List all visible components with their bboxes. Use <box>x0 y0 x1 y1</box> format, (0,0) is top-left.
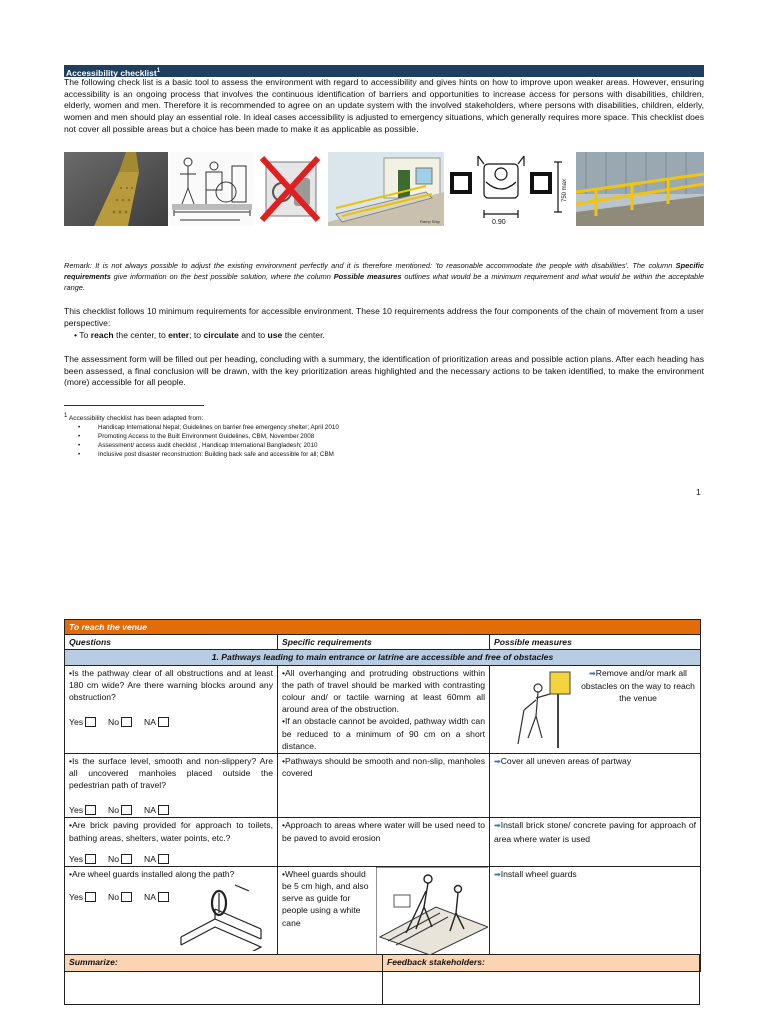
footnote-item: • Inclusive post disaster reconstruction: Building back safe and accessible for all; CBM <box>78 450 339 459</box>
table-row <box>65 754 701 818</box>
table-header-row <box>65 635 701 650</box>
measure-cell: ➡Install wheel guards <box>490 866 701 954</box>
obstacle-sign-illustration <box>514 670 574 748</box>
answer-options: Yes No NA <box>69 715 273 728</box>
handrail-photo <box>576 152 704 226</box>
measure-cell: ➡Install brick stone/ concrete paving for approach of area where water is used <box>490 818 701 866</box>
answer-options: Yes No NA <box>69 890 273 903</box>
no-checkbox[interactable] <box>121 892 132 902</box>
no-checkbox[interactable] <box>121 854 132 864</box>
wheelchair-width-drawing <box>170 152 254 226</box>
arrow-icon: ➡ <box>494 757 501 767</box>
column-header-questions: Questions <box>65 635 278 650</box>
checklist-title-banner <box>64 65 704 77</box>
section-title: 1. Pathways leading to main entrance or latrine are accessible and free of obstacles <box>65 650 701 665</box>
footnote-ref: 1 <box>156 68 161 74</box>
na-checkbox[interactable] <box>158 854 169 864</box>
summarize-field[interactable] <box>65 955 383 1004</box>
question-cell: •Are wheel guards installed along the path? Yes No NA <box>65 866 278 954</box>
arrow-icon: ➡ <box>494 869 501 879</box>
requirement-cell: •All overhanging and protruding obstructions within the path of travel should be marked with contrasting colour and/ or tactile warning at least 60mm all around area of the obstruction. •If an obstacle cannot be avoided, pathway width can be reduced to a minimum of 90 cm on a short distance. <box>278 665 490 753</box>
yes-checkbox[interactable] <box>85 805 96 815</box>
summary-feedback-block <box>64 955 700 1005</box>
movement-chain-bullet: • To reach the center, to enter; to circulate and to use the center. <box>74 330 325 340</box>
remark-paragraph: Remark: It is not always possible to adjust the existing environment perfectly and it is therefore mentioned: 'to reasonable accommodate the people with disabilities'. The column Specific requirements give information on the best possible solution, where the column Possible measures outlines what would be a minimum requirement and what would be within the acceptable range. <box>64 261 704 293</box>
checklist-title: Accessibility checklist <box>66 67 157 78</box>
requirement-cell: •Wheel guards should be 5 cm high, and also serve as guide for people using a white cane <box>278 866 490 954</box>
answer-options: Yes No NA <box>69 852 273 865</box>
question-cell: •Is the surface level, smooth and non-slippery? Are all uncovered manholes placed outside the pedestrian path of travel? Yes No NA <box>65 754 278 818</box>
table-title: To reach the venue <box>65 620 701 635</box>
height-label: 750 max <box>562 178 568 202</box>
width-label: 0.90 <box>492 219 506 226</box>
footnote-item: • Promoting Access to the Built Environment Guidelines, CBM, November 2008 <box>78 432 339 441</box>
table-title-row <box>65 620 701 635</box>
wheelchair-top-view-drawing <box>448 152 574 226</box>
na-checkbox[interactable] <box>158 805 169 815</box>
summarize-label: Summarize: <box>69 957 118 967</box>
footnote-list <box>78 423 339 459</box>
arrow-icon: ➡ <box>494 821 501 831</box>
requirement-cell: •Pathways should be smooth and non-slip, manholes covered <box>278 754 490 818</box>
requirement-cell: •Approach to areas where water will be used need to be paved to avoid erosion <box>278 818 490 866</box>
photo-strip <box>64 152 704 226</box>
reach-venue-checklist-table <box>64 619 701 972</box>
table-row <box>65 866 701 954</box>
na-checkbox[interactable] <box>158 717 169 727</box>
guide-path-illustration <box>376 867 488 955</box>
na-checkbox[interactable] <box>158 892 169 902</box>
intro-paragraph: The following check list is a basic tool to assess the environment with regard to accessibility and gives hints on how to improve upon weaker areas. However, ensuring accessibility is an ongoing process that involves the continuous identification of barriers and opportunities to increase access for persons with disabilities, children, elderly, women and men. Therefore it is recommended to agree on an update system with the involved stakeholders, where persons with disabilities, children, elderly, women and men should play an essential role. In ideal cases accessibility is adjusted to emergency situations, which generally requires more space. This checklist does not cover all possible areas but a choice has been made to make it as applicable as possible. <box>64 77 704 134</box>
section-row <box>65 650 701 665</box>
question-cell: •Are brick paving provided for approach to toilets, bathing areas, shelters, water points, etc.? Yes No NA <box>65 818 278 866</box>
footnote-item: • Handicap International Nepal; Guidelines on barrier free emergency shelter; April 2010 <box>78 423 339 432</box>
page-number: 1 <box>696 487 701 497</box>
question-cell: •Is the pathway clear of all obstructions and at least 180 cm wide? Are there warning blocks around any obstruction? Yes No NA <box>65 665 278 753</box>
footnote-heading: $^1$ Accessibility checklist has been adapted from: <box>64 413 204 423</box>
column-header-specific-requirements: Specific requirements <box>278 635 490 650</box>
footnote-divider <box>64 405 204 406</box>
table-row <box>65 665 701 753</box>
table-row <box>65 818 701 866</box>
requirements-paragraph: This checklist follows 10 minimum requirements for accessible environment. These 10 requirements address the four components of the chain of movement from a user perspective: <box>64 306 704 328</box>
assessment-paragraph: The assessment form will be filled out per heading, concluding with a summary, the identification of prioritization areas and possible action plans. After each heading has been assessed, a final conclusion will be drawn, with the key prioritization areas highlighted and the necessary actions to be taken identified, to make the environment (more) accessible for all people. <box>64 354 704 388</box>
ramp-credit: Ramp Ship <box>420 219 440 224</box>
specific-requirements-term: Specific requirements <box>64 261 704 282</box>
no-checkbox[interactable] <box>121 717 132 727</box>
yes-checkbox[interactable] <box>85 717 96 727</box>
footnote-item: • Assessment/ access audit checklist , Handicap International Bangladesh; 2010 <box>78 441 339 450</box>
ramp-rendering <box>328 152 444 226</box>
column-header-possible-measures: Possible measures <box>490 635 701 650</box>
answer-options: Yes No NA <box>69 804 273 817</box>
arrow-icon: ➡ <box>589 668 596 678</box>
possible-measures-term: Possible measures <box>333 272 402 282</box>
measure-cell: ➡Remove and/or mark all obstacles on the way to reach the venue <box>490 665 701 753</box>
measure-cell: ➡Cover all uneven areas of partway <box>490 754 701 818</box>
no-checkbox[interactable] <box>121 805 132 815</box>
wheel-guard-illustration <box>175 879 275 951</box>
yes-checkbox[interactable] <box>85 892 96 902</box>
no-step-access-sign <box>256 152 324 226</box>
tactile-paving-photo <box>64 152 168 226</box>
yes-checkbox[interactable] <box>85 854 96 864</box>
feedback-stakeholders-label: Feedback stakeholders: <box>387 957 485 967</box>
